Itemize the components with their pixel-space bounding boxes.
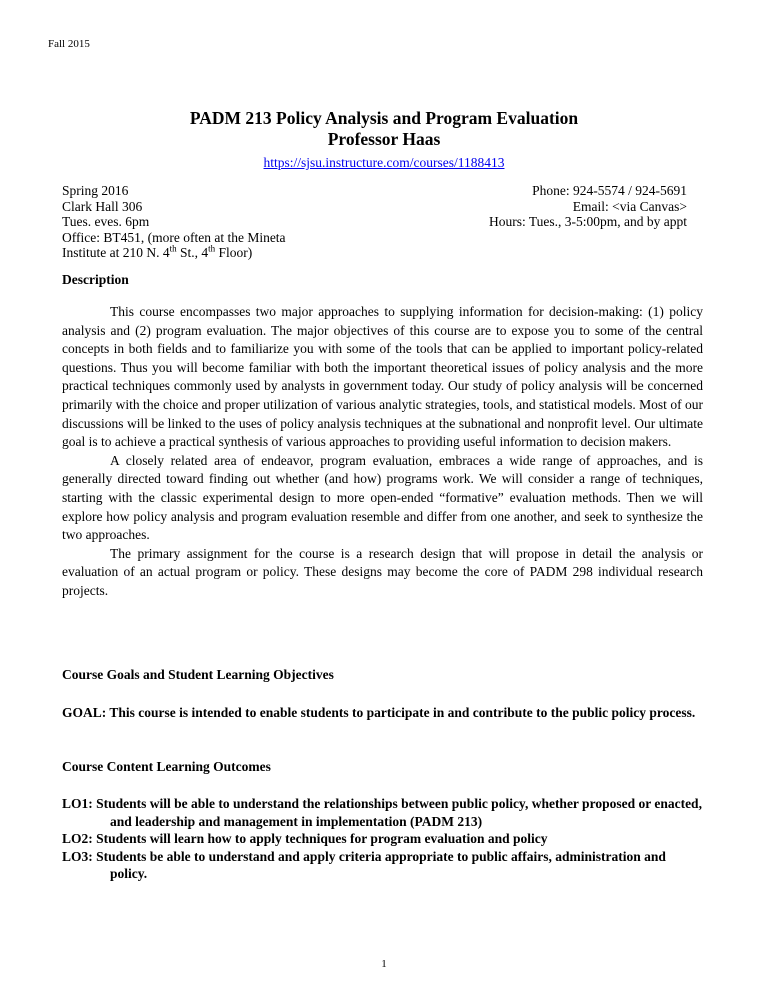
phone-number: Phone: 924-5574 / 924-5691 bbox=[532, 183, 687, 198]
description-heading: Description bbox=[62, 272, 129, 287]
course-room: Clark Hall 306 bbox=[62, 198, 143, 214]
course-time: Tues. eves. 6pm bbox=[62, 214, 150, 229]
office-location: Office: BT451, (more often at the Mineta bbox=[62, 229, 286, 245]
outcomes-list bbox=[62, 795, 702, 883]
description-body bbox=[62, 303, 703, 601]
description-paragraph-3: The primary assignment for the course is a research design that will propose in detail the analysis or evaluation of an actual program or policy. These designs may become the core of PADM 298 individual research projects. bbox=[62, 545, 703, 598]
office-hours: Hours: Tues., 3-5:00pm, and by appt bbox=[488, 214, 687, 229]
learning-outcome: LO1: Students will be able to understand the relationships between public policy, whether proposed or enacted, and leadership and management in implementation (PADM 213) bbox=[62, 796, 702, 829]
course-url-link[interactable]: https://sjsu.instructure.com/courses/1188413 bbox=[263, 155, 505, 170]
contact-info-right bbox=[489, 183, 687, 230]
page-number: 1 bbox=[381, 958, 387, 970]
description-paragraph-2: A closely related area of endeavor, program evaluation, embraces a wide range of approaches, and is generally directed toward finding out whether (and how) programs work. We will consider a range of techniques, starting with the classic experimental design to more open-ended “formative” evaluation methods. Then we will explore how policy analysis and program evaluation resemble and differ from one another, and seek to synthesize the two approaches. bbox=[62, 452, 703, 543]
course-title: PADM 213 Policy Analysis and Program Evaluation bbox=[189, 108, 579, 128]
office-location-cont: Institute at 210 N. 4th St., 4th Floor) bbox=[62, 243, 253, 260]
learning-outcome: LO3: Students be able to understand and apply criteria appropriate to public affairs, administration and policy. bbox=[62, 848, 666, 882]
professor-name: Professor Haas bbox=[327, 129, 441, 149]
course-info-left bbox=[62, 183, 286, 261]
goals-heading: Course Goals and Student Learning Objectives bbox=[62, 667, 334, 682]
course-term: Spring 2016 bbox=[62, 183, 129, 198]
course-goal: GOAL: This course is intended to enable students to participate in and contribute to the public policy process. bbox=[62, 705, 696, 720]
running-header: Fall 2015 bbox=[48, 38, 90, 50]
learning-outcome: LO2: Students will learn how to apply techniques for program evaluation and policy bbox=[62, 831, 548, 847]
description-paragraph-1: This course encompasses two major approaches to supplying information for decision-making: (1) policy analysis and (2) program evaluation. The major objectives of this course are to expose you to some of the central concepts in both fields and to familiarize you with some of the tools that can be applied to important policy-related questions. Thus you will become familiar with both the important theoretical issues of policy analysis and the more practical techniques commonly used by analysts in government today. Our study of policy analysis will be concerned primarily with the choice and proper utilization of various analytic strategies, tools, and statistical models. Most of our discussions will be linked to the uses of policy analysis techniques at the subnational and nonprofit level. Our ultimate goal is to achieve a practical synthesis of various approaches to providing useful information to decision makers. bbox=[62, 304, 703, 450]
email-info: Email: <via Canvas> bbox=[572, 198, 687, 214]
outcomes-heading: Course Content Learning Outcomes bbox=[62, 759, 271, 774]
